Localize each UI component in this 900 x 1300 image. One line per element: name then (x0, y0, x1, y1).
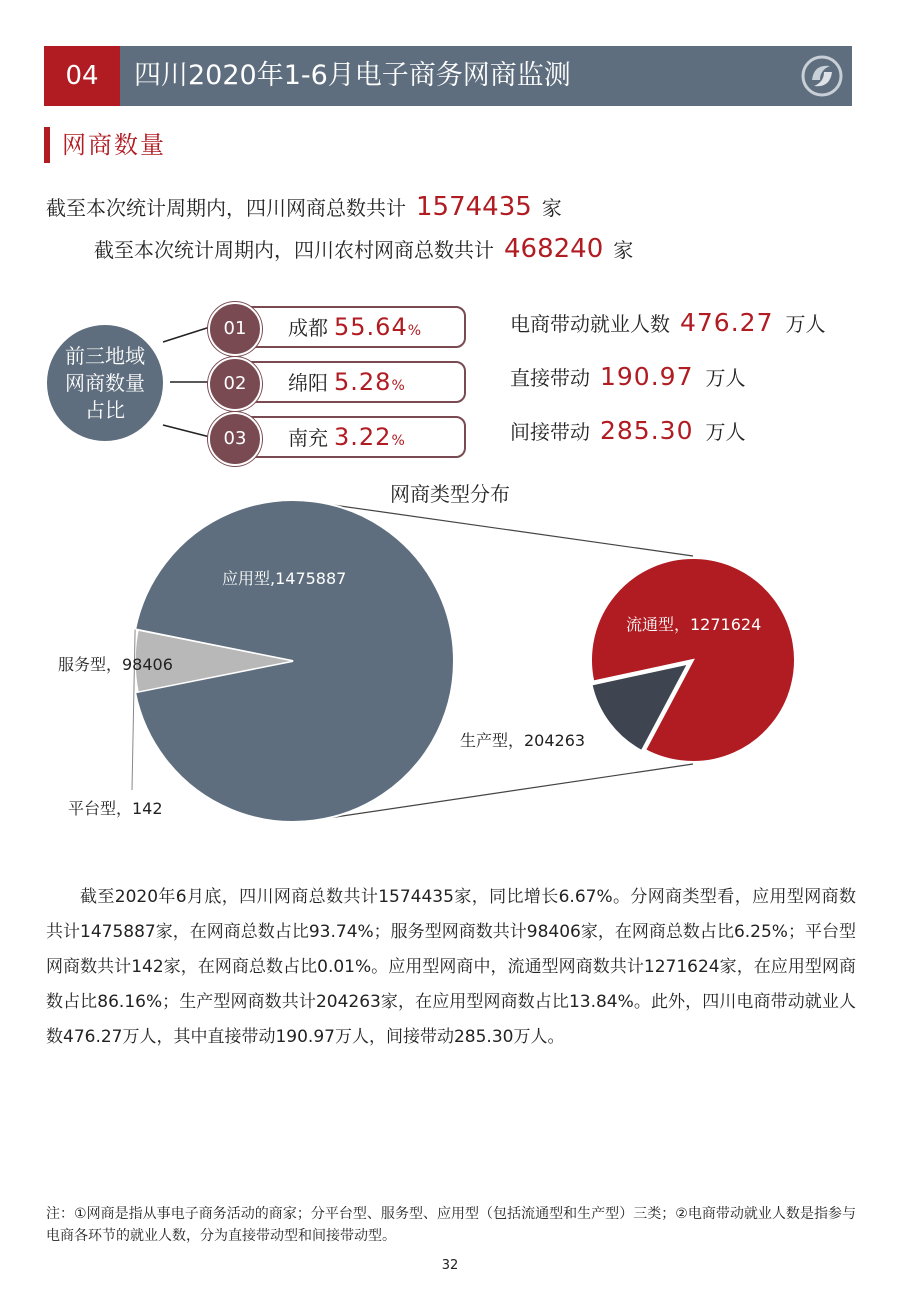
label-service: 服务型，98406 (58, 655, 173, 674)
chapter-number: 04 (44, 46, 120, 106)
region-number-3: 03 (208, 412, 262, 466)
rural-value: 468240 (504, 234, 604, 264)
chart-title: 网商类型分布 (390, 482, 510, 506)
employment-direct-label: 直接带动 (510, 366, 590, 390)
employment-total-label: 电商带动就业人数 (510, 312, 670, 336)
employment-total (510, 308, 825, 337)
total-line (46, 192, 562, 222)
region-name-1: 成都 (288, 316, 328, 340)
page-number: 32 (441, 1258, 459, 1273)
rural-line (94, 234, 633, 264)
region-value-1: 55.64% (334, 313, 423, 341)
region-text-1 (288, 308, 422, 346)
section-marker (44, 127, 50, 163)
employment-total-value: 476.27 (680, 308, 774, 337)
label-application: 应用型,1475887 (222, 569, 347, 588)
region-summary-circle (47, 325, 163, 441)
region-box-1 (226, 306, 466, 348)
region-circle-label: 前三地域网商数量占比 (65, 343, 145, 422)
total-unit: 家 (541, 196, 562, 220)
region-number-1: 01 (208, 302, 262, 356)
section-title: 网商数量 (62, 131, 166, 159)
employment-indirect-unit: 万人 (705, 420, 746, 444)
region-value-2: 5.28% (334, 368, 406, 396)
rural-unit: 家 (613, 238, 634, 262)
region-box-3 (226, 416, 466, 458)
region-box-2 (226, 361, 466, 403)
total-value: 1574435 (416, 192, 532, 222)
employment-direct (510, 362, 745, 391)
rural-prefix: 截至本次统计周期内，四川农村网商总数共计 (94, 238, 494, 262)
region-value-3: 3.22% (334, 423, 406, 451)
employment-indirect (510, 416, 745, 445)
region-name-2: 绵阳 (288, 371, 328, 395)
page-header (44, 46, 852, 106)
summary-paragraph: 截至2020年6月底，四川网商总数共计1574435家，同比增长6.67%。分网商类型看，应用型网商数共计1475887家，在网商总数占比93.74%；服务型网商数共计98406家，在网商总数占比6.25%；平台型网商数共计142家，在网商总数占比0.01%。应用型网商中，流通型网商数共计1271624家，在应用型网商数占比86.16%；生产型网商数共计204263家，在应用型网商数占比13.84%。此外，四川电商带动就业人数476.27万人，其中直接带动190.97万人，间接带动285.30万人。 (46, 887, 856, 1047)
employment-direct-unit: 万人 (705, 366, 746, 390)
region-name-3: 南充 (288, 426, 328, 450)
employment-direct-value: 190.97 (600, 362, 694, 391)
total-prefix: 截至本次统计周期内，四川网商总数共计 (46, 196, 406, 220)
footnote: 注：①网商是指从事电子商务活动的商家；分平台型、服务型、应用型（包括流通型和生产型）三类；②电商带动就业人数是指参与电商各环节的就业人数，分为直接带动型和间接带动型。 (46, 1206, 856, 1244)
employment-indirect-value: 285.30 (600, 416, 694, 445)
region-number-2: 02 (208, 357, 262, 411)
label-production: 生产型，204263 (460, 731, 586, 750)
employment-indirect-label: 间接带动 (510, 420, 590, 444)
region-text-3 (288, 418, 406, 456)
chapter-title: 四川2020年1-6月电子商务网商监测 (134, 60, 571, 91)
logo-icon (800, 54, 844, 98)
label-circulation: 流通型，1271624 (626, 615, 762, 634)
employment-total-unit: 万人 (785, 312, 826, 336)
label-platform: 平台型，142 (68, 799, 163, 818)
region-text-2 (288, 363, 406, 401)
